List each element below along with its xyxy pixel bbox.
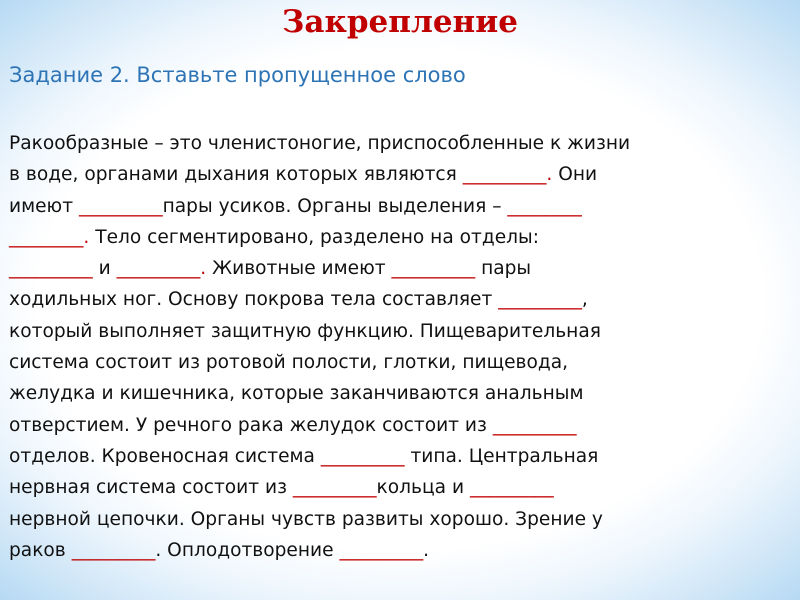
text-line: Ракообразные – это членистоногие, приспособленные к жизни xyxy=(9,133,631,154)
text-line: ________. Тело сегментировано, разделено на отделы: xyxy=(9,226,539,248)
answer-blank[interactable]: _________ xyxy=(492,414,577,436)
answer-blank[interactable]: _________ xyxy=(391,258,476,280)
text-line: желудка и кишечника, которые заканчиваются анальным xyxy=(9,383,584,405)
answer-blank[interactable]: _________ xyxy=(339,539,424,561)
answer-blank[interactable]: _________ xyxy=(320,445,405,467)
text-line: нервной цепочки. Органы чувств развиты хорошо. Зрение у xyxy=(9,508,603,530)
text-line: раков _________. Оплодотворение _________. xyxy=(9,539,430,561)
text-line: отделов. Кровеносная система _________ типа. Центральная xyxy=(9,445,599,467)
text-line: отверстием. У речного рака желудок состоит из _________ xyxy=(9,414,577,436)
answer-blank[interactable]: _________ xyxy=(78,195,163,217)
text-line: нервная система состоит из _________кольца и _________ xyxy=(9,477,554,499)
answer-blank[interactable]: _________ xyxy=(469,477,554,499)
text-line: ходильных ног. Основу покрова тела составляет _________, xyxy=(9,289,588,311)
answer-blank[interactable]: _________ xyxy=(462,164,547,186)
answer-blank[interactable]: _________ xyxy=(71,539,156,561)
text-line: который выполняет защитную функцию. Пищеварительная xyxy=(9,320,601,342)
task-heading: Задание 2. Вставьте пропущенное слово xyxy=(9,63,466,87)
answer-blank[interactable]: ________ xyxy=(9,226,84,248)
answer-blank[interactable]: _________ xyxy=(292,477,377,499)
answer-blank[interactable]: _________ xyxy=(9,258,93,280)
answer-blank[interactable]: _________ xyxy=(116,258,201,280)
text-line: _________ и _________. Животные имеют _________ пары xyxy=(9,258,532,280)
text-line: в воде, органами дыхания которых являются _________. Они xyxy=(9,164,598,186)
answer-blank[interactable]: _________ xyxy=(498,289,582,311)
task-text xyxy=(9,128,795,566)
answer-blank[interactable]: ________ xyxy=(507,195,582,217)
slide-title: Закрепление xyxy=(282,4,518,40)
text-line: система состоит из ротовой полости, глотки, пищевода, xyxy=(9,352,569,374)
text-line: имеют _________пары усиков. Органы выделения – ________ xyxy=(9,195,582,217)
